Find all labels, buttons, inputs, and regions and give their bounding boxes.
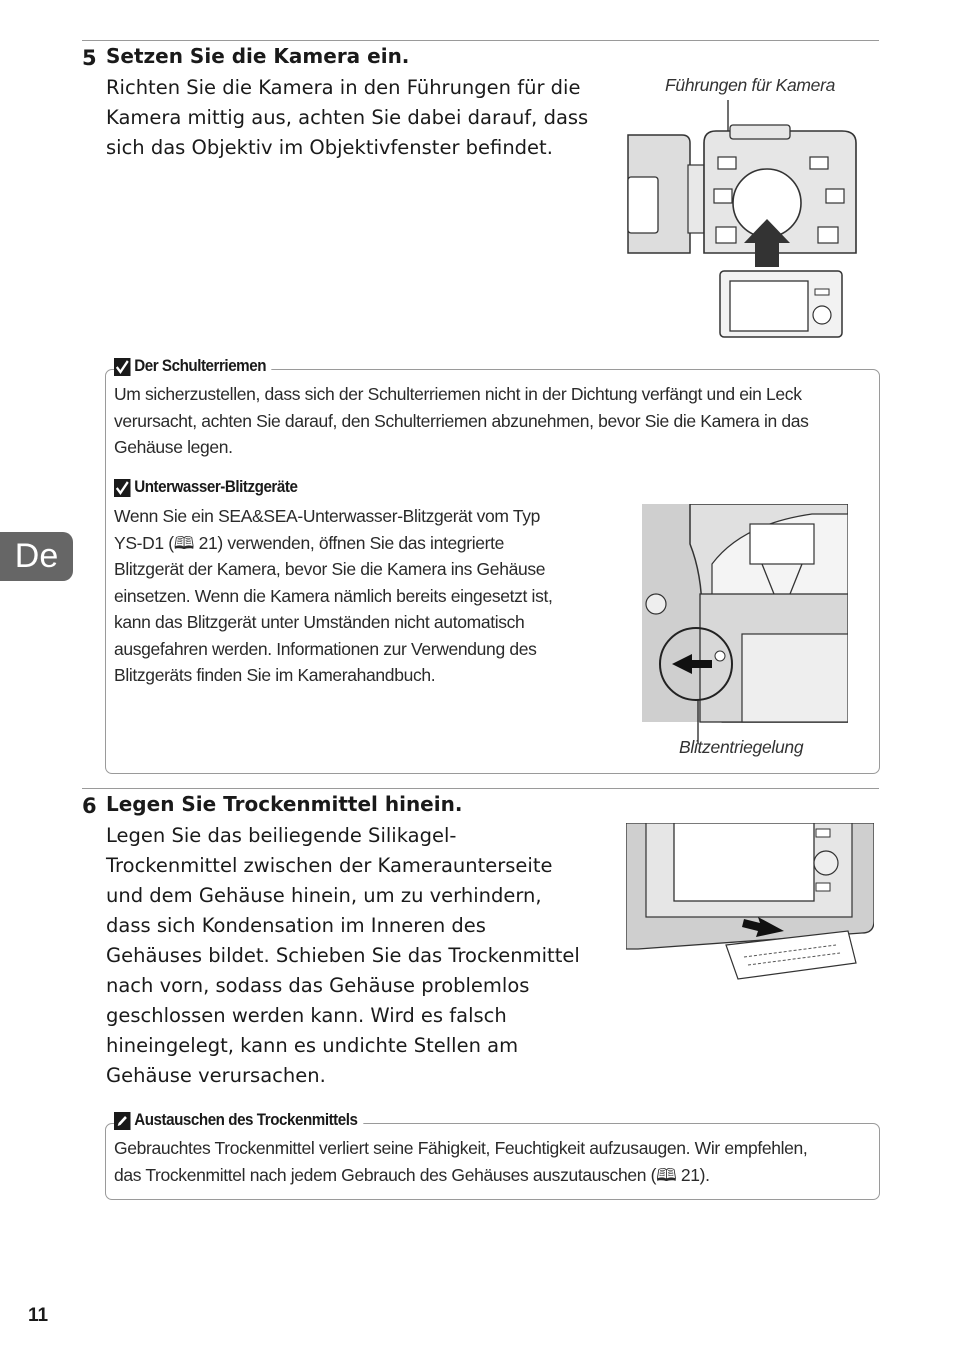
step-6-title: Legen Sie Trockenmittel hinein. [106,792,463,816]
top-rule [82,40,879,41]
note-flash-line: Wenn Sie ein SEA&SEA-Unterwasser-Blitzgerät vom Typ [114,506,540,526]
step-5-body [106,73,588,163]
flash-release-caption: Blitzentriegelung [679,737,804,757]
note-desiccant-line-part: das Trockenmittel nach jedem Gebrauch des Gehäuses auszutauschen ( [114,1164,657,1185]
language-tab: De [0,532,73,581]
checkmark-icon [114,479,131,497]
note-flash-line: einsetzen. Wenn die Kamera nämlich bereits eingesetzt ist, [114,585,553,606]
note-flash-line-part: 21) verwenden, öffnen Sie das integrierte [194,532,504,553]
step-6-number: 6 [82,794,97,818]
note-desiccant-title: Austauschen des Trockenmittels [134,1111,358,1129]
note-flash-line [114,530,553,557]
note-strap-heading [114,357,272,376]
note-flash-text [114,503,553,689]
note-strap-text [114,381,809,461]
flash-release-illustration [642,504,848,744]
housing-insert-illustration [620,95,870,340]
checkmark-icon [114,358,131,376]
book-icon: 🕮 [173,532,195,553]
note-flash-line: kann das Blitzgerät unter Umständen nicht automatisch [114,612,525,632]
step-6-line: dass sich Kondensation im Inneren des [106,914,486,937]
book-icon: 🕮 [656,1164,677,1185]
step-6-line: geschlossen werden kann. Wird es falsch [106,1004,507,1027]
step-6-rule [82,788,879,789]
step-6-line: Gehäuses bildet. Schieben Sie das Trockenmittel [106,944,580,967]
step-6-body [106,821,580,1091]
desiccant-illustration [626,823,874,983]
step-6-line: nach vorn, sodass das Gehäuse problemlos [106,974,530,997]
note-strap-line: verursacht, achten Sie darauf, den Schulterriemen abzunehmen, bevor Sie die Kamera in das [114,410,809,431]
step-6-line: Gehäuse verursachen. [106,1064,326,1087]
page-number: 11 [28,1305,49,1326]
note-flash-line: ausgefahren werden. Informationen zur Verwendung des [114,638,537,659]
note-strap-line: Um sicherzustellen, dass sich der Schulterriemen nicht in der Dichtung verfängt und ein Leck [114,384,802,404]
note-flash-title: Unterwasser-Blitzgeräte [134,478,298,496]
note-desiccant-text [114,1135,807,1188]
note-desiccant-line: Gebrauchtes Trockenmittel verliert seine Fähigkeit, Feuchtigkeit aufzusaugen. Wir empfehlen, [114,1138,808,1158]
note-flash-line-part: YS-D1 ( [114,532,174,553]
pencil-icon [114,1112,131,1130]
camera-guides-caption: Führungen für Kamera [665,75,836,95]
step-6-line: und dem Gehäuse hinein, um zu verhindern, [106,884,542,907]
note-desiccant-heading [114,1111,363,1130]
note-strap-line: Gehäuse legen. [114,437,233,457]
step-5-line: sich das Objektiv im Objektivfenster befindet. [106,136,553,159]
note-desiccant-line-part: 21). [676,1164,710,1185]
note-flash-line: Blitzgeräts finden Sie im Kamerahandbuch. [114,665,436,685]
step-6-line: Legen Sie das beiliegende Silikagel- [106,824,457,847]
step-6-line: Trockenmittel zwischen der Kameraunterseite [106,854,553,877]
step-5-title: Setzen Sie die Kamera ein. [106,44,410,68]
note-strap-title: Der Schulterriemen [134,357,267,375]
step-5-number: 5 [82,46,97,70]
note-desiccant-line [114,1162,807,1189]
note-flash-line: Blitzgerät der Kamera, bevor Sie die Kamera ins Gehäuse [114,559,546,579]
note-flash-heading [114,478,303,497]
step-5-line: Richten Sie die Kamera in den Führungen für die [106,76,581,99]
step-6-line: hineingelegt, kann es undichte Stellen am [106,1034,519,1057]
step-5-line: Kamera mittig aus, achten Sie dabei darauf, dass [106,106,589,129]
